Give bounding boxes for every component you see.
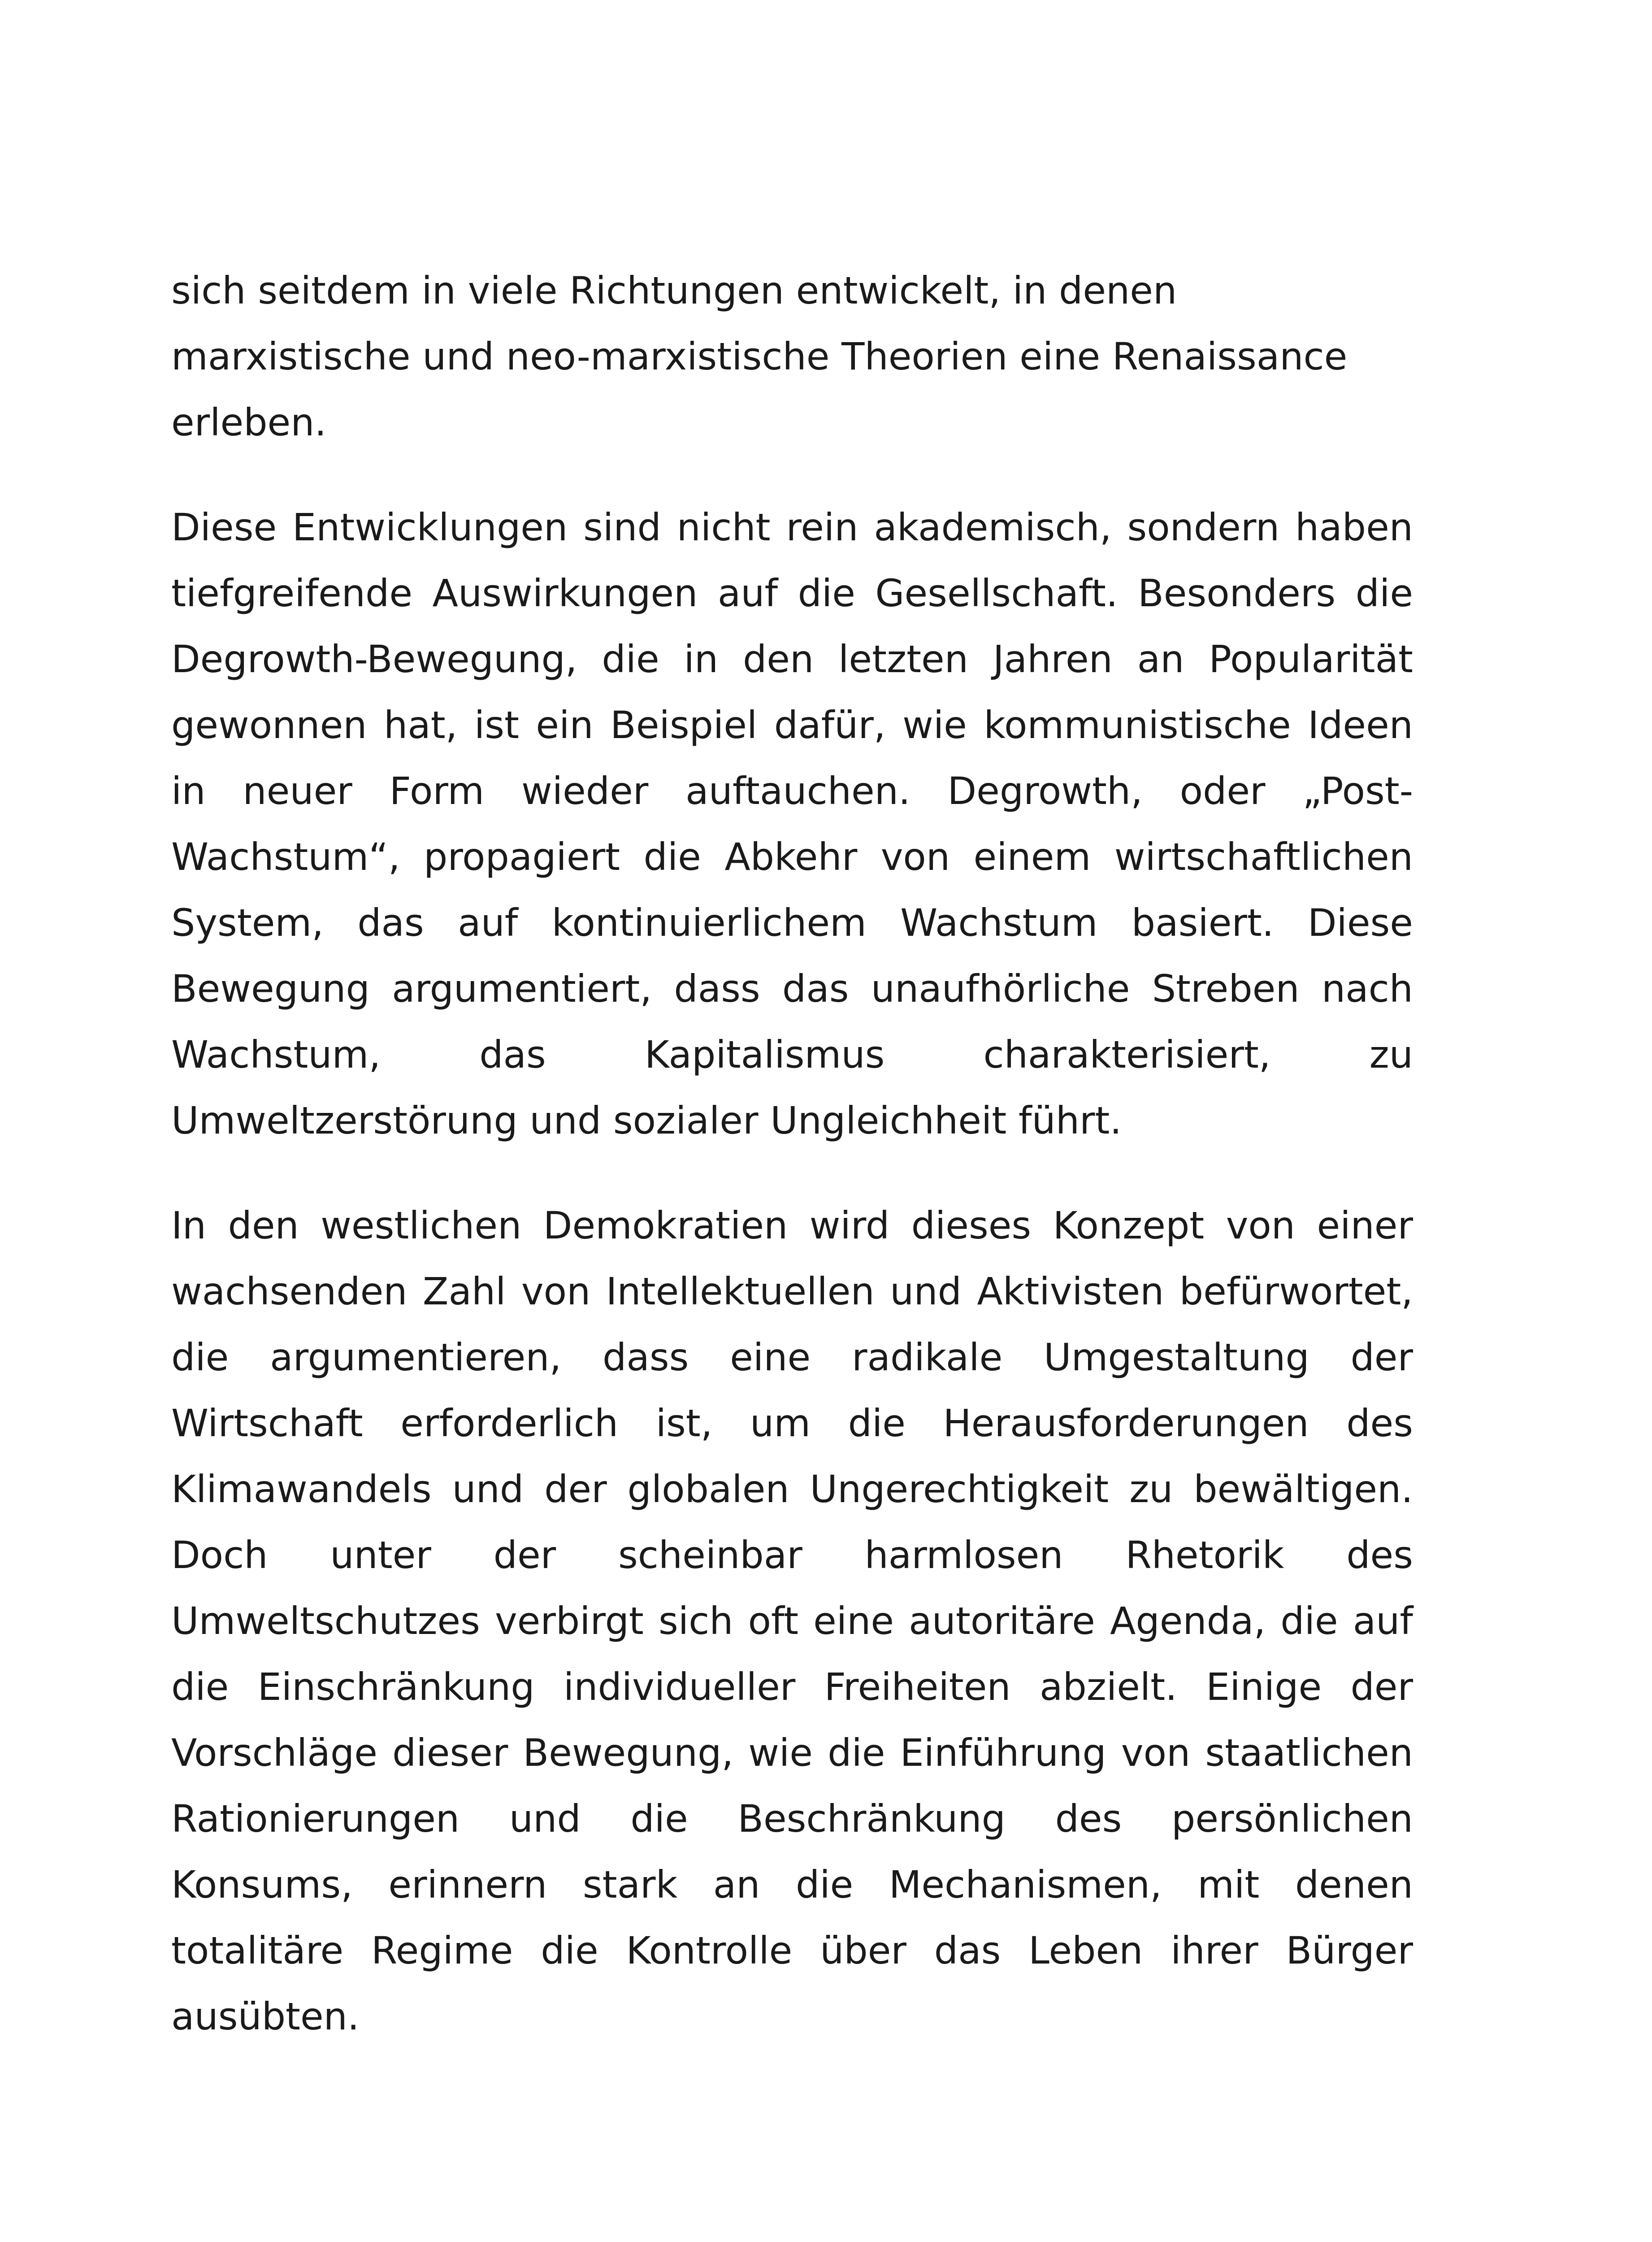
paragraph-3: In den westlichen Demokratien wird dieses Konzept von einer wachsenden Zahl von Intellektuellen und Aktivisten befürwortet, die argumentieren, dass eine radikale Umgestaltung der Wirtschaft erforderlich ist, um die Herausforderungen des Klimawandels und der globalen Ungerechtigkeit zu bewältigen. Doch unter der scheinbar harmlosen Rhetorik des Umweltschutzes verbirgt sich oft eine autoritäre Agenda, die auf die Einschränkung individueller Freiheiten abzielt. Einige der Vorschläge dieser Bewegung, wie die Einführung von staatlichen Rationierungen und die Beschränkung des persönlichen Konsums, erinnern stark an die Mechanismen, mit denen totalitäre Regime die Kontrolle über das Leben ihrer Bürger ausübten. [171, 1204, 1413, 2038]
body-text [171, 258, 1413, 2089]
paragraph-1: sich seitdem in viele Richtungen entwickelt, in denen marxistische und neo-marxistische Theorien eine Renaissance erleben. [171, 269, 1348, 444]
paragraph-2: Diese Entwicklungen sind nicht rein akademisch, sondern haben tiefgreifende Auswirkungen auf die Gesellschaft. Besonders die Degrowth-Bewegung, die in den letzten Jahren an Popularität gewonnen hat, ist ein Beispiel dafür, wie kommunistische Ideen in neuer Form wieder auftauchen. Degrowth, oder „Post-Wachstum“, propagiert die Abkehr von einem wirtschaftlichen System, das auf kontinuierlichem Wachstum basiert. Diese Bewegung argumentiert, dass das unaufhörliche Streben nach Wachstum, das Kapitalismus charakterisiert, zu Umweltzerstörung und sozialer Ungleichheit führt. [171, 505, 1413, 1143]
